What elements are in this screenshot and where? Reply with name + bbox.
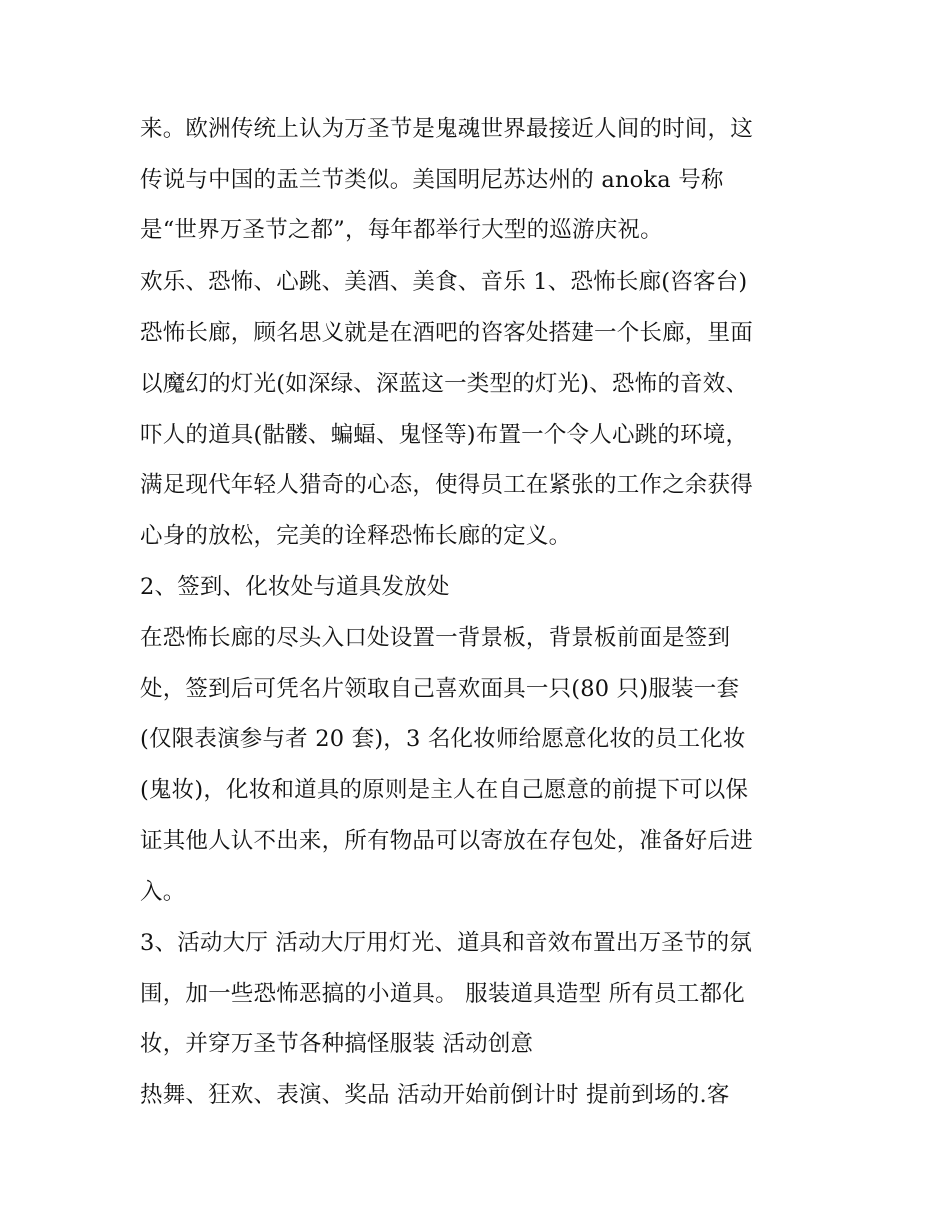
text-line-5: 恐怖长廊，顾名思义就是在酒吧的咨客处搭建一个长廊，里面 bbox=[140, 320, 753, 346]
text-line-17: 3、活动大厅 活动大厅用灯光、道具和音效布置出万圣节的氛 bbox=[140, 930, 753, 956]
text-line-7: 吓人的道具(骷髅、蝙蝠、鬼怪等)布置一个令人心跳的环境， bbox=[140, 422, 749, 448]
text-line-1: 来。欧洲传统上认为万圣节是鬼魂世界最接近人间的时间，这 bbox=[140, 116, 753, 142]
text-line-11: 在恐怖长廊的尽头入口处设置一背景板，背景板前面是签到 bbox=[140, 625, 731, 651]
text-line-6: 以魔幻的灯光(如深绿、深蓝这一类型的灯光)、恐怖的音效、 bbox=[140, 371, 749, 397]
text-line-12: 处，签到后可凭名片领取自己喜欢面具一只(80 只)服装一套 bbox=[140, 676, 740, 702]
text-line-3: 是“世界万圣节之都”，每年都举行大型的巡游庆祝。 bbox=[140, 217, 663, 243]
text-line-19: 妆，并穿万圣节各种搞怪服装 活动创意 bbox=[140, 1031, 534, 1057]
text-line-13: (仅限表演参与者 20 套)，3 名化妆师给愿意化妆的员工化妆 bbox=[140, 726, 746, 752]
text-line-14: (鬼妆)，化妆和道具的原则是主人在自己愿意的前提下可以保 bbox=[140, 777, 749, 803]
text-line-18: 围，加一些恐怖恶搞的小道具。 服装道具造型 所有员工都化 bbox=[140, 981, 745, 1007]
text-line-9: 心身的放松，完美的诠释恐怖长廊的定义。 bbox=[140, 523, 572, 549]
text-line-10: 2、签到、化妆处与道具发放处 bbox=[140, 574, 450, 600]
text-line-8: 满足现代年轻人猎奇的心态，使得员工在紧张的工作之余获得 bbox=[140, 472, 753, 498]
text-line-2: 传说与中国的盂兰节类似。美国明尼苏达州的 anoka 号称 bbox=[140, 167, 724, 193]
text-line-16: 入。 bbox=[140, 879, 186, 905]
text-line-15: 证其他人认不出来，所有物品可以寄放在存包处，准备好后进 bbox=[140, 828, 753, 854]
text-line-4: 欢乐、恐怖、心跳、美酒、美食、音乐 1、恐怖长廊(咨客台) bbox=[140, 269, 748, 295]
text-line-20: 热舞、狂欢、表演、奖品 活动开始前倒计时 提前到场的.客 bbox=[140, 1082, 730, 1108]
